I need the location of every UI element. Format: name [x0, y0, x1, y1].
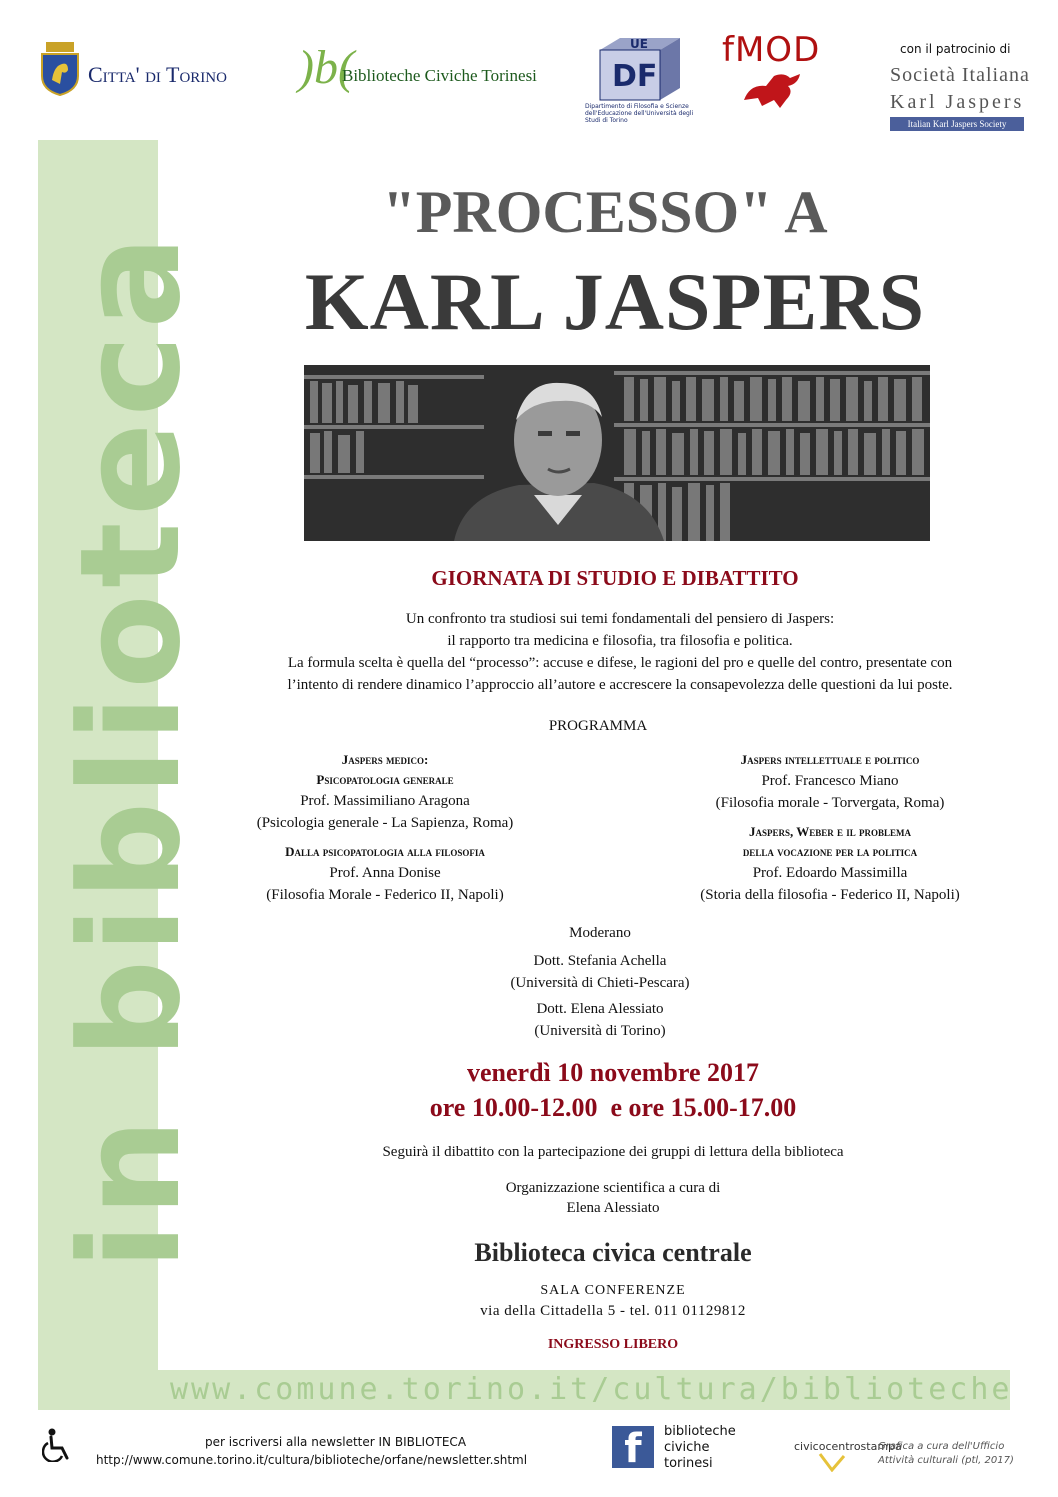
vertical-series-label: in biblioteca	[50, 229, 211, 1270]
event-date: venerdì 10 novembre 2017	[467, 1058, 759, 1087]
fb-label-line: biblioteche	[664, 1424, 736, 1439]
talk-speaker: Prof. Francesco Miano	[761, 773, 899, 789]
horse-icon	[740, 70, 806, 110]
talk-speaker: Prof. Edoardo Massimilla	[752, 865, 908, 881]
talk-affiliation: (Filosofia morale - Torvergata, Roma)	[715, 795, 945, 811]
svg-text:UE: UE	[630, 37, 648, 51]
venue-name: Biblioteca civica centrale	[474, 1238, 752, 1267]
udf-cube-logo	[590, 36, 682, 102]
entry-note: INGRESSO LIBERO	[547, 1337, 679, 1352]
sijk-logo-line3: Italian Karl Jaspers Society	[890, 117, 1024, 131]
facebook-icon[interactable]: f	[612, 1426, 654, 1468]
organization-name: Elena Alessiato	[566, 1200, 660, 1216]
newsletter-link[interactable]: http://www.comune.torino.it/cultura/biblioteche/orfane/newsletter.shtml	[96, 1453, 528, 1467]
credit-line: Attività culturali (ptl, 2017)	[878, 1455, 1014, 1466]
bct-logo-mark: )b(	[298, 41, 354, 94]
title-line1: "PROCESSO" A	[382, 179, 828, 245]
event-subtitle: GIORNATA DI STUDIO E DIBATTITO	[431, 566, 799, 590]
moderator-affiliation: (Università di Chieti-Pescara)	[510, 975, 690, 991]
bct-logo-text: Biblioteche Civiche Torinesi	[342, 66, 537, 85]
fb-label-line: civiche	[664, 1440, 710, 1455]
intro-line: il rapporto tra medicina e filosofia, tra filosofia e politica.	[447, 633, 793, 649]
talk-title: Jaspers intellettuale e politico	[740, 752, 920, 767]
moderator-affiliation: (Università di Torino)	[534, 1023, 666, 1039]
sijk-logo-line2: Karl Jaspers	[890, 91, 1025, 113]
title-line2: KARL JASPERS	[304, 256, 926, 347]
fmod-logo: fMOD	[722, 30, 821, 70]
talk-affiliation: (Filosofia Morale - Federico II, Napoli)	[266, 887, 504, 903]
talk-affiliation: (Storia della filosofia - Federico II, Napoli)	[700, 887, 960, 903]
facebook-page-label[interactable]	[664, 1424, 736, 1472]
moderator-name: Dott. Stefania Achella	[533, 953, 667, 969]
talk-title: Jaspers medico:	[341, 752, 429, 767]
talk-affiliation: (Psicologia generale - La Sapienza, Roma)	[256, 815, 514, 831]
talk-speaker: Prof. Anna Donise	[329, 865, 441, 881]
event-hours: ore 10.00-12.00 e ore 15.00-17.00	[429, 1093, 797, 1122]
programma-heading: PROGRAMMA	[548, 718, 648, 734]
venue-room: SALA CONFERENZE	[540, 1283, 686, 1298]
organization	[0, 1178, 1058, 1218]
organization-label: Organizzazione scientifica a cura di	[505, 1180, 721, 1196]
sijk-logo-line1: Società Italiana	[890, 64, 1030, 86]
moderators-label: Moderano	[569, 925, 631, 941]
intro-line: La formula scelta è quella del “processo”: accuse e difese, le ragioni del pro e quelle del contro, presentate con	[287, 655, 953, 671]
newsletter-label: per iscriversi alla newsletter IN BIBLIOTECA	[205, 1435, 467, 1449]
credit-line: Grafica a cura dell'Ufficio	[878, 1441, 1005, 1452]
talk-title: della vocazione per la politica	[742, 844, 918, 859]
torino-crest-icon	[38, 40, 82, 96]
intro-line: l’intento di rendere dinamico l’approccio all’autore e accrescere la consapevolezza delle questioni da lui poste.	[287, 677, 953, 693]
wheelchair-icon	[42, 1428, 72, 1462]
moderators	[470, 922, 730, 1042]
program-right-column	[670, 750, 990, 906]
intro-line: Un confronto tra studiosi sui temi fondamentali del pensiero di Jaspers:	[405, 611, 835, 627]
moderator-name: Dott. Elena Alessiato	[536, 1001, 664, 1017]
follow-note: Seguirà il dibattito con la partecipazione dei gruppi di lettura della biblioteca	[382, 1144, 844, 1160]
karl-jaspers-photo	[304, 365, 930, 541]
talk-speaker: Prof. Massimiliano Aragona	[300, 793, 470, 809]
centro-stampa-logo: civicocentrostampa	[794, 1440, 902, 1453]
talk-title: Psicopatologia generale	[316, 772, 454, 787]
udf-caption: Dipartimento di Filosofia e Scienze dell'Educazione dell'Università degli Studi di Torino	[585, 103, 694, 124]
program-left-column	[230, 750, 540, 906]
citta-di-torino-logo: Citta' di Torino	[88, 62, 227, 87]
venue-address: via della Cittadella 5 - tel. 011 01129812	[480, 1303, 746, 1319]
talk-title: Jaspers, Weber e il problema	[748, 824, 912, 839]
library-url[interactable]: www.comune.torino.it/cultura/biblioteche	[170, 1372, 1013, 1407]
patrocinio-label: con il patrocinio di	[900, 42, 1011, 56]
svg-text:DF: DF	[612, 59, 658, 94]
talk-title: Dalla psicopatologia alla filosofia	[285, 844, 485, 859]
centro-stampa-mark-icon	[810, 1452, 856, 1472]
fb-label-line: torinesi	[664, 1456, 713, 1471]
intro-text	[170, 608, 1058, 696]
graphic-credit	[878, 1440, 1038, 1468]
